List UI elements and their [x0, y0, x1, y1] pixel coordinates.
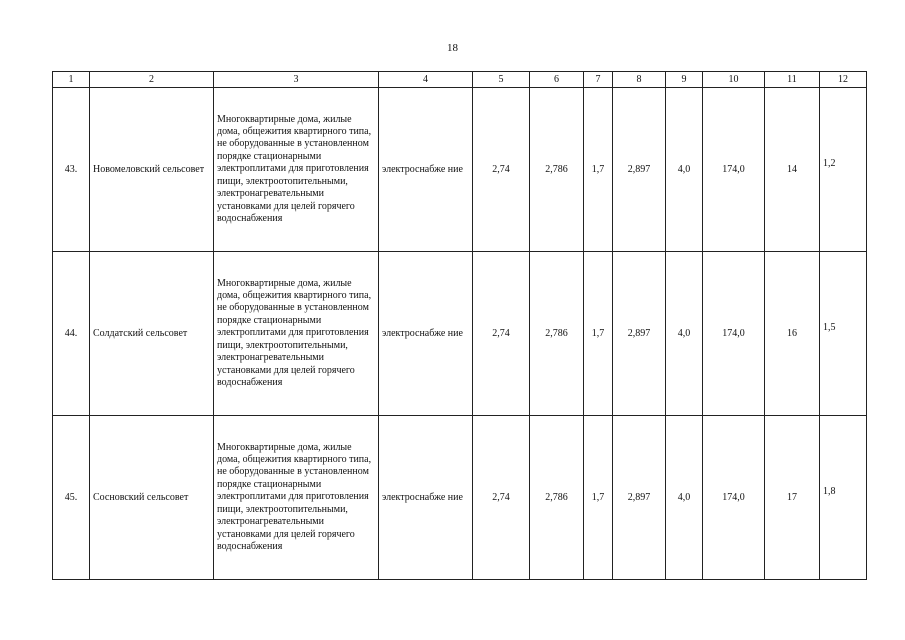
- table-row: [53, 88, 867, 252]
- value-col-12-text: 1,5: [823, 322, 836, 333]
- value-col-6: 2,786: [530, 416, 584, 580]
- value-col-9: 4,0: [666, 416, 703, 580]
- column-header: 7: [584, 72, 613, 88]
- value-col-9: 4,0: [666, 252, 703, 416]
- value-col-12-text: 1,2: [823, 158, 836, 169]
- value-col-5: 2,74: [473, 88, 530, 252]
- settlement-name: Солдатский сельсовет: [90, 252, 214, 416]
- table-row: [53, 416, 867, 580]
- value-col-5: 2,74: [473, 252, 530, 416]
- value-col-5: 2,74: [473, 416, 530, 580]
- value-col-12: [820, 88, 867, 252]
- value-col-11: 14: [765, 88, 820, 252]
- column-header: 12: [820, 72, 867, 88]
- housing-description: Многоквартирные дома, жилые дома, общежития квартирного типа, не оборудованные в установленном порядке стационарными электроплитами для приготовления пищи, электроотопительными, электронагревательными установками для целей горячего водоснабжения: [214, 252, 379, 416]
- value-col-8: 2,897: [613, 88, 666, 252]
- column-header: 3: [214, 72, 379, 88]
- value-col-6: 2,786: [530, 252, 584, 416]
- header-row: [53, 72, 867, 88]
- value-col-10: 174,0: [703, 416, 765, 580]
- column-header: 6: [530, 72, 584, 88]
- value-col-12: [820, 416, 867, 580]
- value-col-11: 17: [765, 416, 820, 580]
- service-type: электроснабже ние: [379, 88, 473, 252]
- service-type: электроснабже ние: [379, 416, 473, 580]
- value-col-8: 2,897: [613, 416, 666, 580]
- value-col-8: 2,897: [613, 252, 666, 416]
- service-type: электроснабже ние: [379, 252, 473, 416]
- column-header: 9: [666, 72, 703, 88]
- value-col-7: 1,7: [584, 416, 613, 580]
- column-header: 8: [613, 72, 666, 88]
- column-header: 2: [90, 72, 214, 88]
- settlement-name: Новомеловский сельсовет: [90, 88, 214, 252]
- page-number: 18: [447, 42, 458, 54]
- column-header: 10: [703, 72, 765, 88]
- column-header: 4: [379, 72, 473, 88]
- row-number: 45.: [53, 416, 90, 580]
- value-col-7: 1,7: [584, 88, 613, 252]
- value-col-7: 1,7: [584, 252, 613, 416]
- column-header: 1: [53, 72, 90, 88]
- tariff-table: [52, 71, 867, 580]
- row-number: 44.: [53, 252, 90, 416]
- value-col-6: 2,786: [530, 88, 584, 252]
- value-col-12: [820, 252, 867, 416]
- column-header: 5: [473, 72, 530, 88]
- value-col-10: 174,0: [703, 252, 765, 416]
- column-header: 11: [765, 72, 820, 88]
- value-col-9: 4,0: [666, 88, 703, 252]
- settlement-name: Сосновский сельсовет: [90, 416, 214, 580]
- row-number: 43.: [53, 88, 90, 252]
- value-col-10: 174,0: [703, 88, 765, 252]
- housing-description: Многоквартирные дома, жилые дома, общежития квартирного типа, не оборудованные в установленном порядке стационарными электроплитами для приготовления пищи, электроотопительными, электронагревательными установками для целей горячего водоснабжения: [214, 88, 379, 252]
- table-row: [53, 252, 867, 416]
- value-col-12-text: 1,8: [823, 486, 836, 497]
- value-col-11: 16: [765, 252, 820, 416]
- housing-description: Многоквартирные дома, жилые дома, общежития квартирного типа, не оборудованные в установленном порядке стационарными электроплитами для приготовления пищи, электроотопительными, электронагревательными установками для целей горячего водоснабжения: [214, 416, 379, 580]
